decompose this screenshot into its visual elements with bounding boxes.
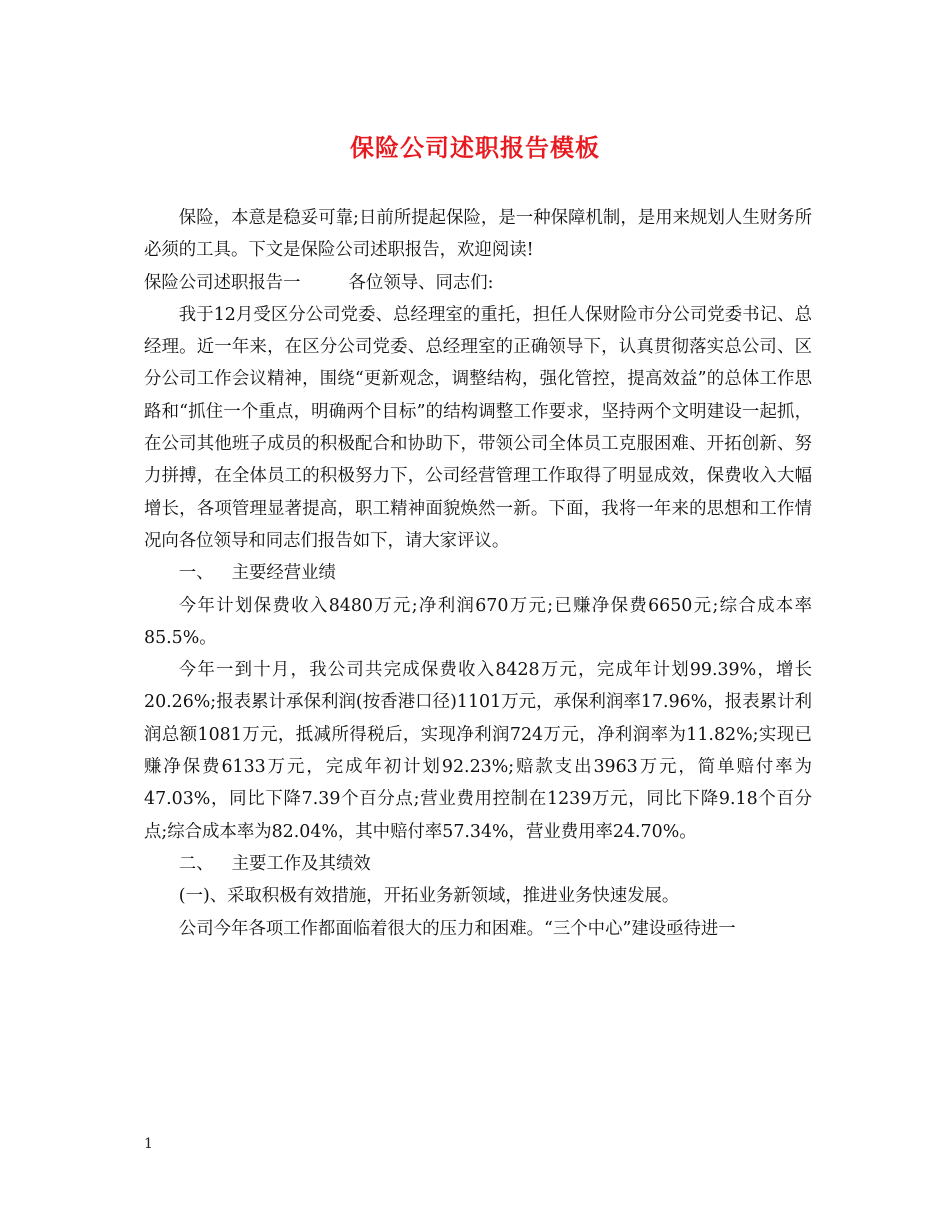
section-heading-1-number: 一、 bbox=[178, 563, 214, 584]
intro-paragraph: 保险，本意是稳妥可靠;日前所提起保险，是一种保障机制，是用来规划人生财务所必须的工具。下文是保险公司述职报告，欢迎阅读! bbox=[144, 208, 812, 261]
paragraph-pressure: 公司今年各项工作都面临着很大的压力和困难。“三个中心”建设亟待进一 bbox=[178, 918, 736, 939]
document-title: 保险公司述职报告模板 bbox=[350, 133, 600, 162]
paragraph-results: 今年一到十月，我公司共完成保费收入8428万元，完成年计划99.39%，增长20.26%;报表累计承保利润(按香港口径)1101万元，承保利润率17.96%，报表累计利润总额1081万元，抵减所得税后，实现净利润724万元，净利润率为11.82%;实现已赚净保费6133万元，完成年初计划92.23%;赔款支出3963万元，简单赔付率为47.03%，同比下降7.39个百分点;营业费用控制在1239万元，同比下降9.18个百分点;综合成本率为82.04%，其中赔付率57.34%，营业费用率24.70%。 bbox=[144, 660, 812, 842]
report-header-line bbox=[144, 267, 812, 299]
paragraph-plan: 今年计划保费收入8480万元;净利润670万元;已赚净保费6650元;综合成本率85.5%。 bbox=[144, 595, 812, 648]
report-label: 保险公司述职报告一 bbox=[144, 272, 301, 293]
section-heading-2-text: 主要工作及其绩效 bbox=[231, 853, 371, 874]
section-heading-1-text: 主要经营业绩 bbox=[231, 563, 336, 584]
section-heading-1 bbox=[144, 557, 812, 589]
subheading-1: (一)、采取积极有效措施，开拓业务新领域，推进业务快速发展。 bbox=[178, 886, 680, 907]
section-heading-2 bbox=[144, 848, 812, 880]
page-number: 1 bbox=[144, 1136, 153, 1152]
paragraph-introduction: 我于12月受区分公司党委、总经理室的重托，担任人保财险市分公司党委书记、总经理。近一年来，在区分公司党委、总经理室的正确领导下，认真贯彻落实总公司、区分公司工作会议精神，围绕“更新观念，调整结构，强化管控，提高效益”的总体工作思路和“抓住一个重点，明确两个目标”的结构调整工作要求，坚持两个文明建设一起抓，在公司其他班子成员的积极配合和协助下，带领公司全体员工克服困难、开拓创新、努力拼搏，在全体员工的积极努力下，公司经营管理工作取得了明显成效，保费收入大幅增长，各项管理显著提高，职工精神面貌焕然一新。下面，我将一年来的思想和工作情况向各位领导和同志们报告如下，请大家评议。 bbox=[144, 304, 812, 551]
document-body bbox=[144, 202, 812, 945]
section-heading-2-number: 二、 bbox=[178, 853, 214, 874]
salutation: 各位领导、同志们: bbox=[348, 272, 494, 293]
